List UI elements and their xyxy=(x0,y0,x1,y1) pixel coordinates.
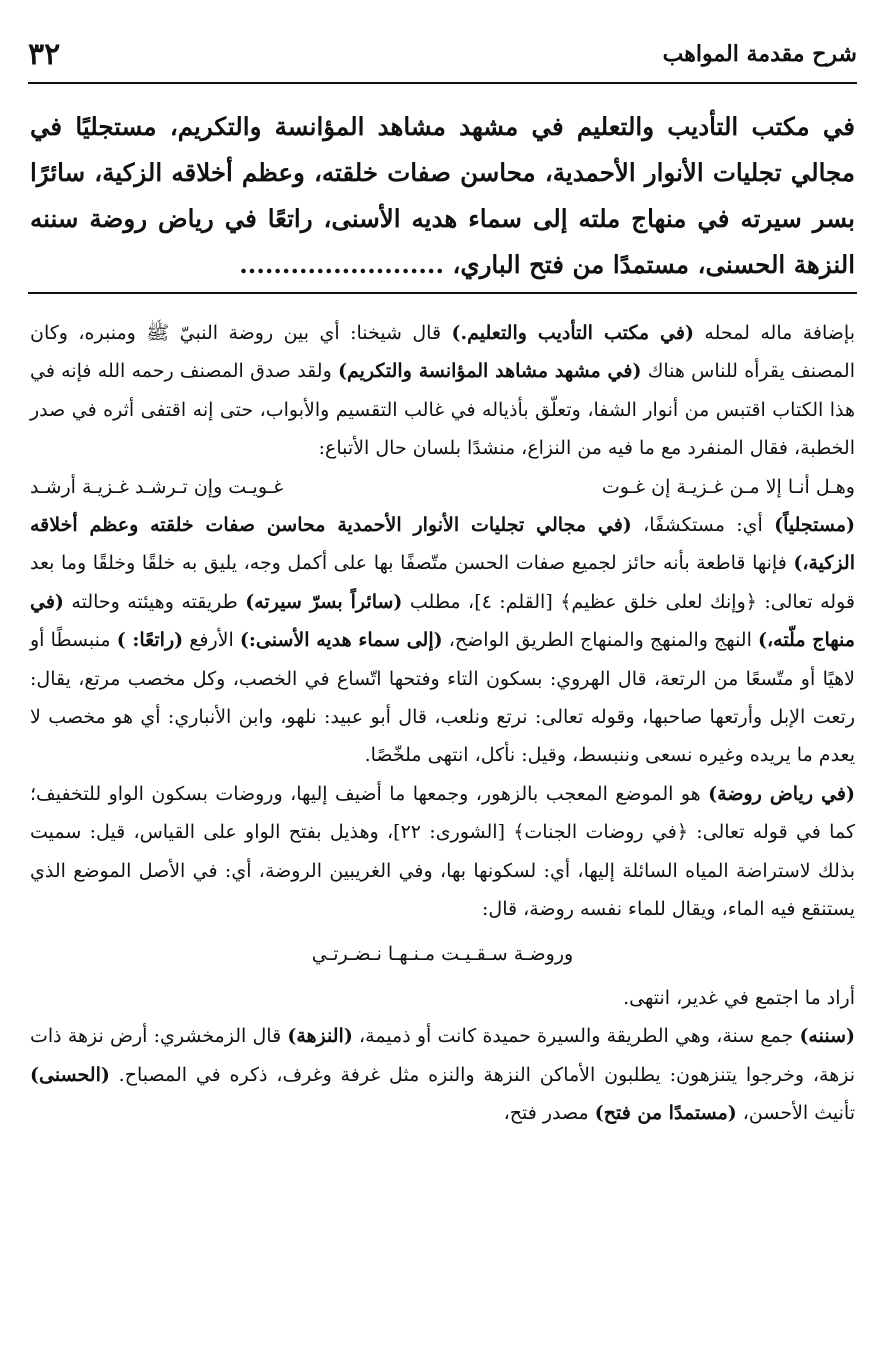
text-run: النهج والمنهج والمنهاج الطريق الواضح، xyxy=(442,629,759,652)
quoted-matn: (مستمدًا من فتح) xyxy=(594,1102,737,1125)
poetry-verse xyxy=(30,468,855,506)
quoted-matn: (في مشهد مشاهد المؤانسة والتكريم) xyxy=(338,360,642,383)
poetry-verse-single: وروضـة سـقـيـت مـنـهـا نـضـرتـي xyxy=(311,942,574,965)
text-run: فإنها قاطعة بأنه حائز لجميع صفات الحسن متّصفًا بها على أكمل وجه، يليق به خلقًا وخلقًا وما بعد قوله تعالى: ﴿وإنك لعلى خلق عظيم﴾ [القلم: ٤]، مطلب xyxy=(30,552,855,613)
text-run: قال شيخنا: أي بين روضة النبيّ ﷺ ومنبره، وكان المصنف يقرأه للناس هناك xyxy=(30,322,855,383)
quoted-matn: (في منهاج ملّته،) xyxy=(30,590,855,652)
commentary xyxy=(30,314,855,1133)
quoted-matn: (النزهة) xyxy=(287,1025,353,1048)
text-run: جمع سنة، وهي الطريقة والسيرة حميدة كانت أو ذميمة، xyxy=(352,1025,800,1048)
quoted-matn: (إلى سماء هديه الأسنى:) xyxy=(239,629,443,652)
quoted-matn: (سائراً بسرّ سيرته) xyxy=(245,590,403,613)
commentary-paragraph-4 xyxy=(30,1017,855,1132)
quoted-matn: (في مكتب التأديب والتعليم.) xyxy=(451,322,694,344)
quoted-matn: (سننه) xyxy=(799,1025,855,1048)
main-text-paragraph: في مكتب التأديب والتعليم في مشهد مشاهد المؤانسة والتكريم، مستجليًا في مجالي تجليات الأنوار الأحمدية، محاسن صفات خلقته، وعظم أخلاقه الزكية، سائرًا بسر سيرته في منهاج ملته إلى سماء هديه الأسنى، راتعًا في رياض روضة سننه النزهة الحسنى، مستمدًا من فتح الباري، ........................ xyxy=(30,112,855,279)
quoted-matn: (راتعًا: ) xyxy=(116,629,184,652)
commentary-paragraph-1 xyxy=(30,314,855,468)
header-rule xyxy=(28,82,857,84)
text-run: قال الزمخشري: أرض نزهة ذات نزهة، وخرجوا يتنزهون: يطلبون الأماكن النزهة والنزه مثل غرفة وغرف، ذكره في المصباح. xyxy=(30,1025,855,1086)
page-header xyxy=(28,34,857,74)
running-title: شرح مقدمة المواهب xyxy=(662,41,857,67)
quoted-matn: (في رياض روضة) xyxy=(708,782,855,805)
verse-first-hemistich: وهـل أنـا إلا مـن غـزيـة إن غـوت xyxy=(601,475,855,498)
text-run: بإضافة ماله لمحله xyxy=(693,322,855,344)
quoted-matn: (في مجالي تجليات الأنوار الأحمدية محاسن صفات خلقته وعظم أخلاقه الزكية،) xyxy=(30,514,855,575)
text-run: مصدر فتح، xyxy=(503,1102,595,1125)
text-run: طريقته وهيئته وحالته xyxy=(63,590,246,613)
page-number: ٣٢ xyxy=(28,36,61,72)
verse-second-hemistich: غـويـت وإن تـرشـد غـزيـة أرشـد xyxy=(30,475,284,498)
text-run: الأرفع xyxy=(183,629,240,652)
text-run: أي: مستكشفًا، xyxy=(631,514,775,537)
commentary-paragraph-3 xyxy=(30,775,855,929)
text-run: تأنيث الأحسن، xyxy=(736,1102,855,1125)
quoted-matn: (مستجلياً) xyxy=(774,514,855,537)
after-verse-line: أراد ما اجتمع في غدير، انتهى. xyxy=(623,986,855,1009)
commentary-paragraph-2 xyxy=(30,506,855,775)
text-run: هو الموضع المعجب بالزهور، وجمعها ما أضيف إليها، وروضات بسكون الواو للتخفيف؛ كما في قوله تعالى: ﴿في روضات الجنات﴾ [الشورى: ٢٢]، وهذيل بفتح الواو على القياس، قيل: سميت بذلك لاستراضة المياه السائلة إليها، أي: لسكونها بها، وفي الغريبين الروضة، أي: في الأصل الموضع الذي يستنقع فيه الماء، ويقال للماء نفسه روضة، قال: xyxy=(30,782,856,921)
main-text xyxy=(30,104,855,288)
quoted-matn: (الحسنى) xyxy=(30,1063,110,1086)
text-run: منبسطًا أو لاهيًا أو متّسعًا من الرتعة، قال الهروي: بسكون التاء وفتحها اتّساع في الخصب، وكل مخصب مرتع، يقال: رتعت الإبل وأرتعها صاحبها، وقوله تعالى: نرتع ونلعب، قال أبو عبيد: نلهو، وابن الأنباري: أي هو مخصب لا يعدم ما يريده وغيره نسعى وننبسط، وقيل: نأكل، انتهى ملخّصًا. xyxy=(30,629,855,767)
text-run: ولقد صدق المصنف رحمه الله فإنه في هذا الكتاب اقتبس من أنوار الشفا، وتعلّق بأذياله في غالب التقسيم والأبواب، حتى إنه اقتفى أثره في صدر الخطبة، فقال المنفرد مع ما فيه من النزاع، منشدًا بلسان حال الأتباع: xyxy=(30,360,855,460)
separator-rule xyxy=(28,292,857,294)
